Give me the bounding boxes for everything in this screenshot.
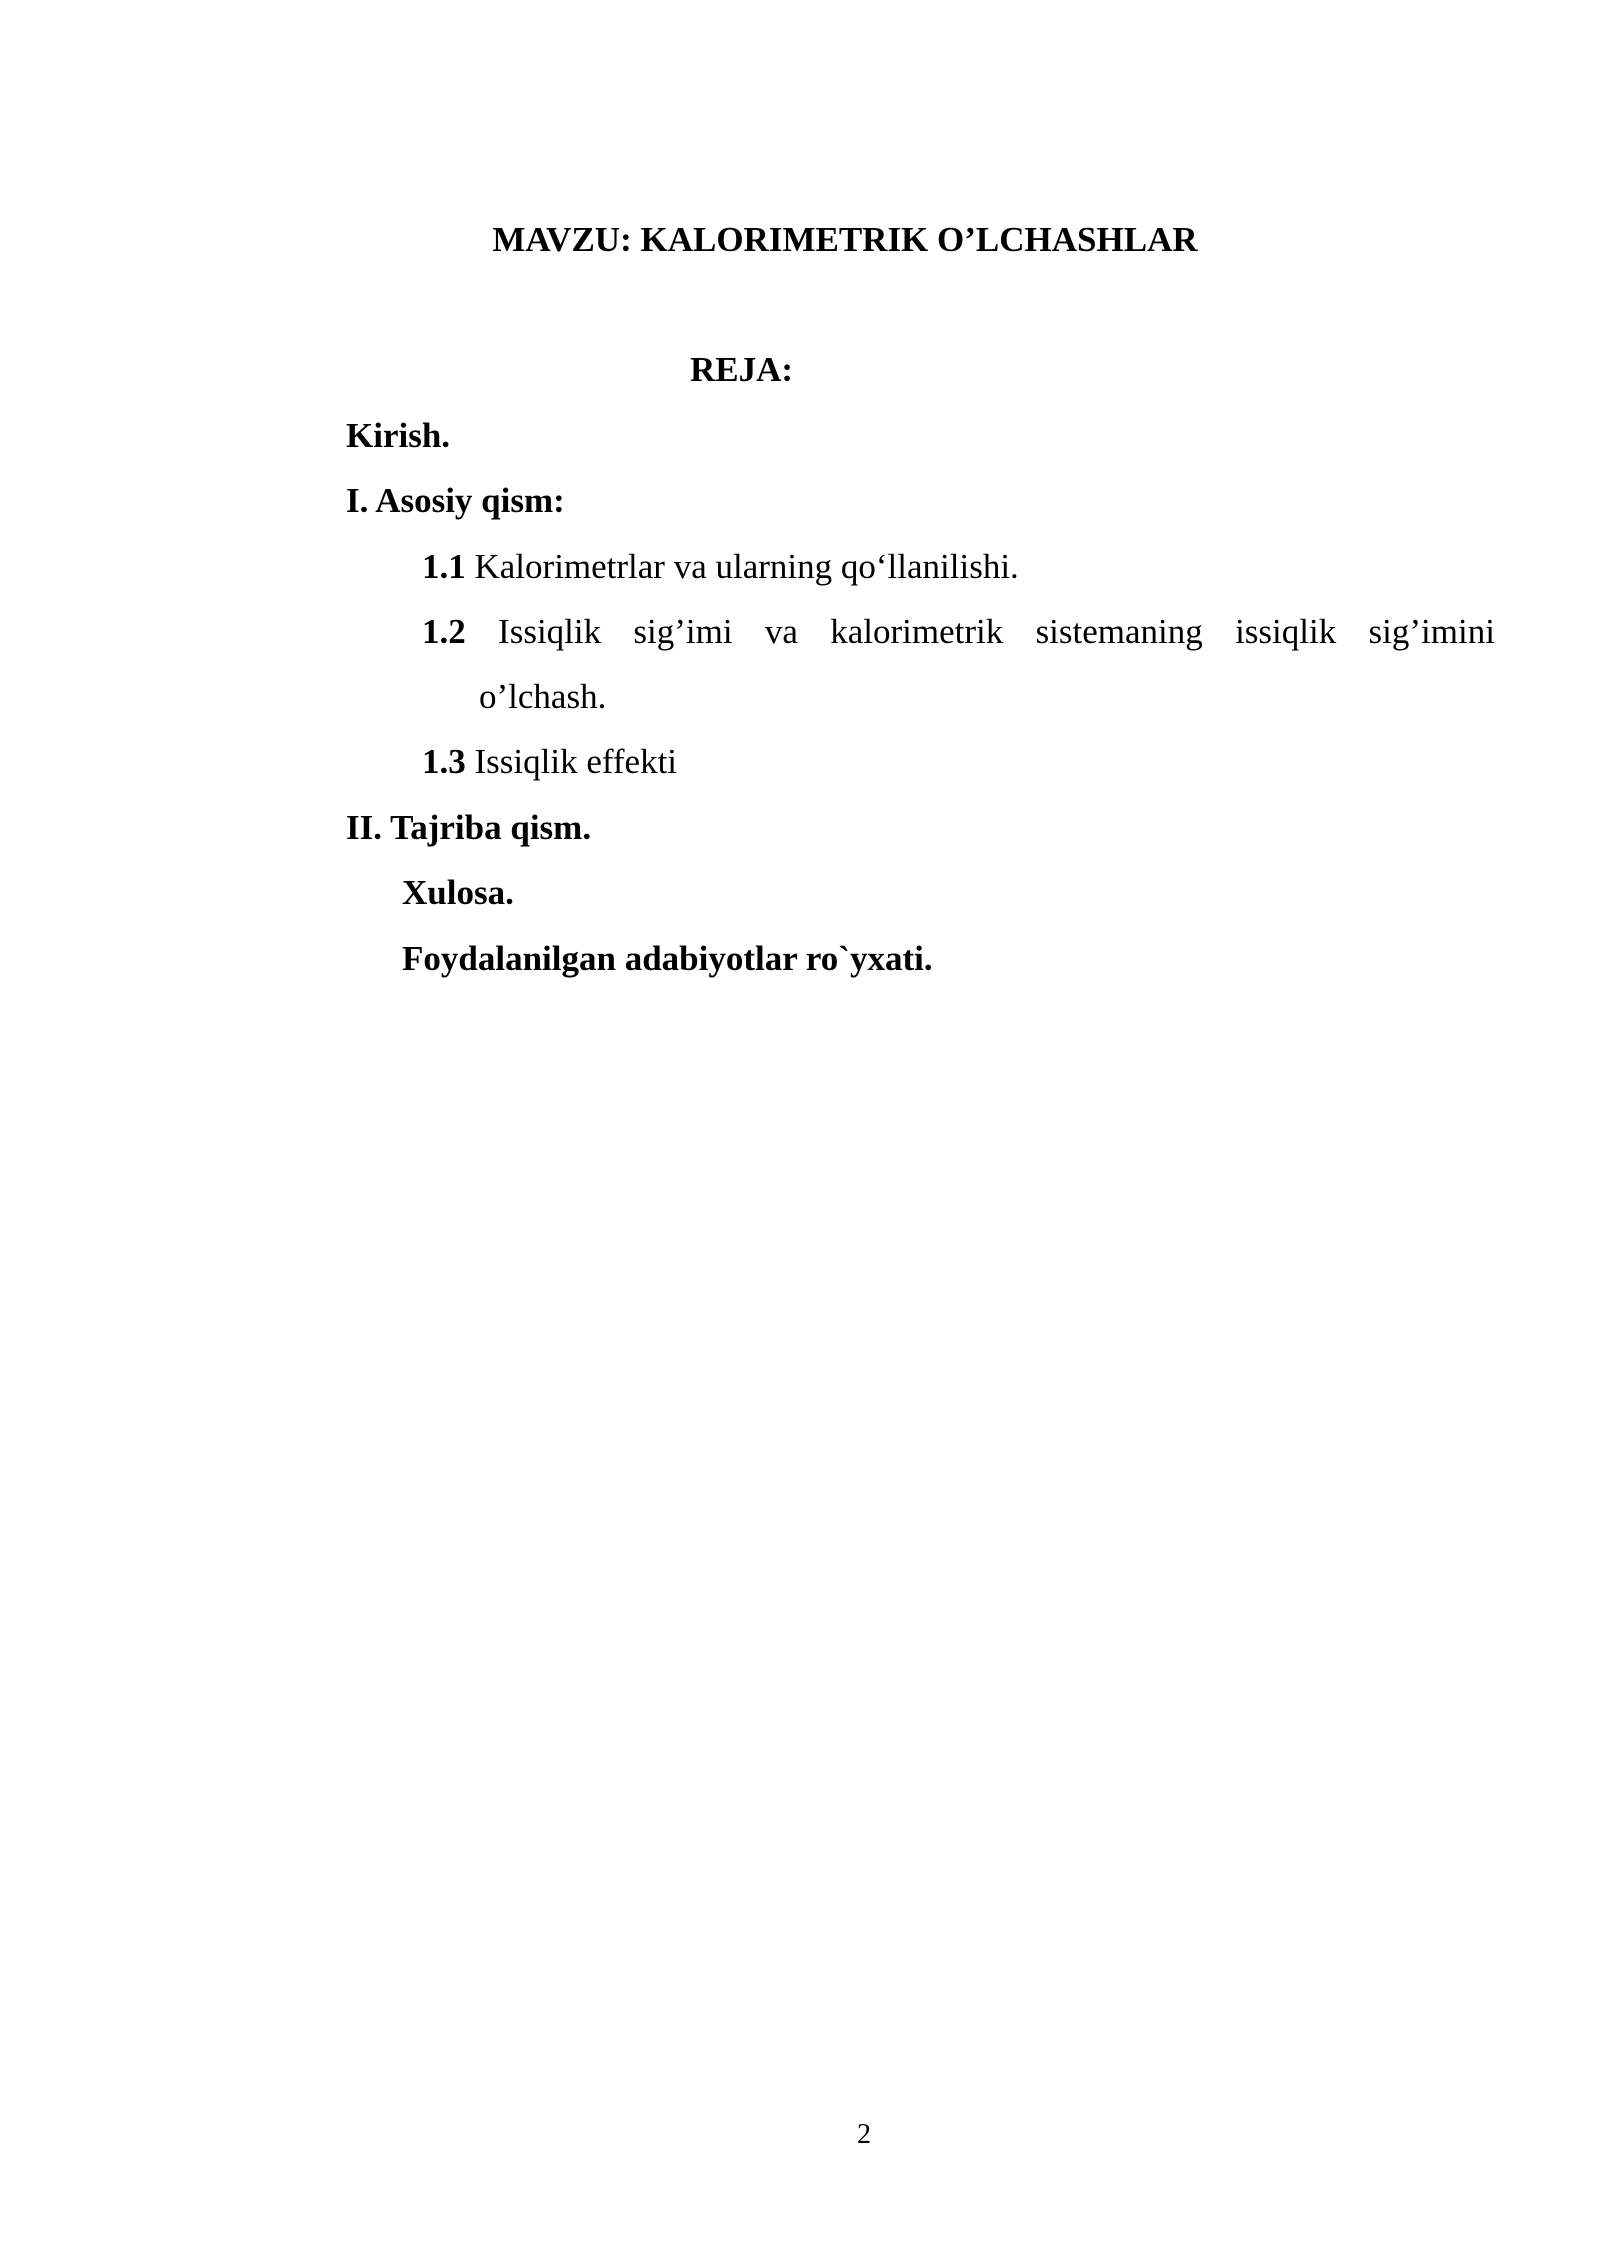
plan-heading: REJA:: [690, 350, 794, 389]
section-number: 1.1: [422, 547, 466, 586]
page-number: 2: [857, 2119, 871, 2150]
plan-item-1-2-continuation: o’lchash.: [479, 677, 607, 716]
section-text: Kalorimetrlar va ularning qo‘llanilishi.: [474, 547, 1019, 586]
section-word: sig’imini: [1368, 612, 1495, 651]
plan-item-part2: II. Tajriba qism.: [346, 808, 592, 847]
section-word: sistemaning: [1035, 612, 1203, 651]
section-text: Issiqlik effekti: [474, 742, 678, 781]
document-title: MAVZU: KALORIMETRIK O’LCHASHLAR: [492, 220, 1198, 259]
section-number: 1.2: [422, 612, 466, 651]
section-word: va: [764, 612, 798, 651]
plan-item-1-1: [422, 545, 1019, 589]
plan-item-1-2: [422, 610, 1495, 654]
plan-item-intro: Kirish.: [346, 416, 451, 455]
section-word: Issiqlik: [498, 612, 602, 651]
section-word: issiqlik: [1235, 612, 1337, 651]
plan-item-part1: I. Asosiy qism:: [346, 481, 565, 520]
plan-item-references: Foydalanilgan adabiyotlar ro`yxati.: [402, 939, 933, 978]
plan-item-1-3: [422, 740, 677, 784]
section-number: 1.3: [422, 742, 466, 781]
plan-item-conclusion: Xulosa.: [402, 873, 514, 912]
section-word: kalorimetrik: [830, 612, 1004, 651]
section-word: sig’imi: [633, 612, 733, 651]
